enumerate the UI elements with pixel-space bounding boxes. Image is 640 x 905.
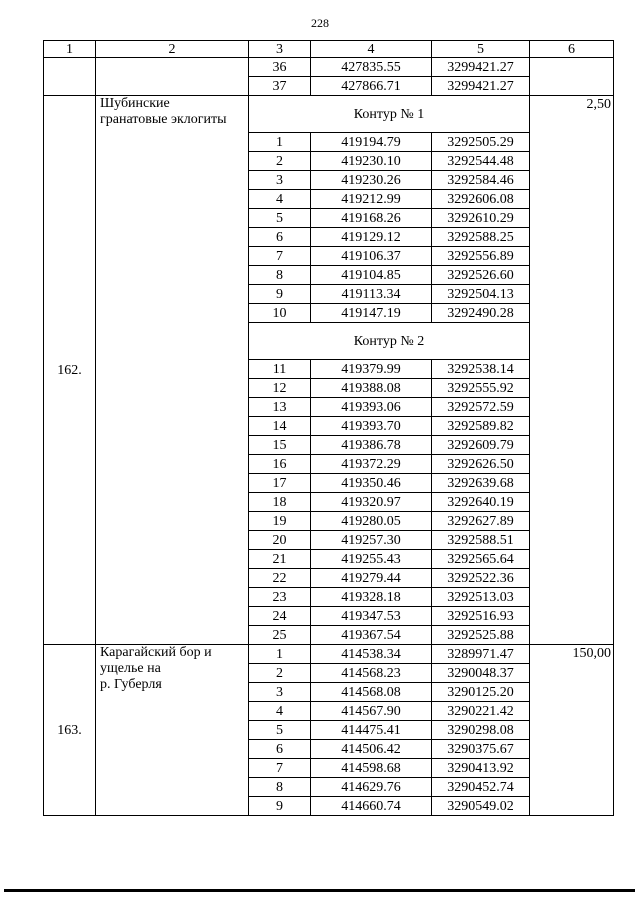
point-number-cell: 17 (249, 474, 311, 493)
point-number-cell: 19 (249, 512, 311, 531)
coord-x-cell: 419393.70 (311, 417, 432, 436)
area-cell (530, 58, 614, 96)
coord-y-cell: 3292606.08 (432, 190, 530, 209)
contour-caption: Контур № 1 (249, 96, 530, 133)
row-number-cell (44, 58, 96, 96)
coord-x-cell: 419194.79 (311, 133, 432, 152)
contour-caption: Контур № 2 (249, 323, 530, 360)
area-cell: 150,00 (530, 645, 614, 816)
coord-x-cell: 419168.26 (311, 209, 432, 228)
coord-y-cell: 3292588.51 (432, 531, 530, 550)
coord-x-cell: 419147.19 (311, 304, 432, 323)
coord-x-cell: 414568.23 (311, 664, 432, 683)
coord-y-cell: 3292589.82 (432, 417, 530, 436)
coord-x-cell: 419386.78 (311, 436, 432, 455)
coord-y-cell: 3292556.89 (432, 247, 530, 266)
coord-x-cell: 419280.05 (311, 512, 432, 531)
point-number-cell: 4 (249, 702, 311, 721)
coord-y-cell: 3290298.08 (432, 721, 530, 740)
coord-x-cell: 427835.55 (311, 58, 432, 77)
object-name-cell (96, 96, 249, 645)
coord-x-cell: 419129.12 (311, 228, 432, 247)
coord-y-cell: 3292584.46 (432, 171, 530, 190)
point-number-cell: 36 (249, 58, 311, 77)
coord-x-cell: 419350.46 (311, 474, 432, 493)
object-name-cell (96, 58, 249, 96)
coord-x-cell: 419388.08 (311, 379, 432, 398)
coord-y-cell: 3292538.14 (432, 360, 530, 379)
coord-y-cell: 3292525.88 (432, 626, 530, 645)
coord-x-cell: 419257.30 (311, 531, 432, 550)
coord-x-cell: 427866.71 (311, 77, 432, 96)
point-number-cell: 15 (249, 436, 311, 455)
coord-x-cell: 414629.76 (311, 778, 432, 797)
table-row (44, 58, 614, 77)
coord-x-cell: 419255.43 (311, 550, 432, 569)
point-number-cell: 5 (249, 209, 311, 228)
coord-y-cell: 3290375.67 (432, 740, 530, 759)
coord-y-cell: 3292505.29 (432, 133, 530, 152)
coord-y-cell: 3292522.36 (432, 569, 530, 588)
coord-y-cell: 3292490.28 (432, 304, 530, 323)
point-number-cell: 2 (249, 664, 311, 683)
coord-x-cell: 419347.53 (311, 607, 432, 626)
coord-y-cell: 3299421.27 (432, 77, 530, 96)
coord-y-cell: 3292626.50 (432, 455, 530, 474)
header-row (44, 41, 614, 58)
point-number-cell: 10 (249, 304, 311, 323)
coord-y-cell: 3292640.19 (432, 493, 530, 512)
coord-x-cell: 414568.08 (311, 683, 432, 702)
object-name-line: ущелье на (100, 661, 161, 676)
coord-x-cell: 419367.54 (311, 626, 432, 645)
coord-y-cell: 3292516.93 (432, 607, 530, 626)
coord-y-cell: 3292572.59 (432, 398, 530, 417)
point-number-cell: 3 (249, 171, 311, 190)
coord-y-cell: 3292639.68 (432, 474, 530, 493)
section-number: 163. (44, 645, 96, 816)
area-cell: 2,50 (530, 96, 614, 645)
coord-y-cell: 3290452.74 (432, 778, 530, 797)
point-number-cell: 11 (249, 360, 311, 379)
point-number-cell: 37 (249, 77, 311, 96)
point-number-cell: 9 (249, 797, 311, 816)
point-number-cell: 7 (249, 759, 311, 778)
coord-y-cell: 3292504.13 (432, 285, 530, 304)
coordinates-table (43, 40, 614, 816)
coord-y-cell: 3292565.64 (432, 550, 530, 569)
coord-y-cell: 3290048.37 (432, 664, 530, 683)
coord-y-cell: 3290549.02 (432, 797, 530, 816)
point-number-cell: 8 (249, 266, 311, 285)
coord-y-cell: 3292555.92 (432, 379, 530, 398)
coord-y-cell: 3299421.27 (432, 58, 530, 77)
coord-x-cell: 419113.34 (311, 285, 432, 304)
coord-y-cell: 3290125.20 (432, 683, 530, 702)
object-name-line: Шубинские (100, 96, 170, 111)
point-number-cell: 8 (249, 778, 311, 797)
coord-y-cell: 3290413.92 (432, 759, 530, 778)
coord-y-cell: 3290221.42 (432, 702, 530, 721)
coord-x-cell: 419372.29 (311, 455, 432, 474)
header-cell: 4 (311, 41, 432, 58)
coord-x-cell: 419106.37 (311, 247, 432, 266)
point-number-cell: 1 (249, 645, 311, 664)
coord-x-cell: 414598.68 (311, 759, 432, 778)
header-cell: 6 (530, 41, 614, 58)
coord-y-cell: 3292513.03 (432, 588, 530, 607)
coord-x-cell: 414567.90 (311, 702, 432, 721)
object-name-line: гранатовые эклогиты (100, 112, 227, 127)
point-number-cell: 22 (249, 569, 311, 588)
coord-x-cell: 419230.26 (311, 171, 432, 190)
point-number-cell: 13 (249, 398, 311, 417)
point-number-cell: 23 (249, 588, 311, 607)
point-number-cell: 6 (249, 740, 311, 759)
contour-caption-row (44, 96, 614, 133)
coord-y-cell: 3292588.25 (432, 228, 530, 247)
point-number-cell: 3 (249, 683, 311, 702)
coord-y-cell: 3292544.48 (432, 152, 530, 171)
point-number-cell: 7 (249, 247, 311, 266)
coord-x-cell: 419104.85 (311, 266, 432, 285)
coord-x-cell: 419328.18 (311, 588, 432, 607)
point-number-cell: 12 (249, 379, 311, 398)
coord-y-cell: 3292609.79 (432, 436, 530, 455)
coord-x-cell: 414506.42 (311, 740, 432, 759)
coord-x-cell: 419212.99 (311, 190, 432, 209)
point-number-cell: 1 (249, 133, 311, 152)
point-number-cell: 18 (249, 493, 311, 512)
coord-y-cell: 3289971.47 (432, 645, 530, 664)
header-cell: 1 (44, 41, 96, 58)
table-row (44, 645, 614, 664)
header-cell: 2 (96, 41, 249, 58)
table-body (44, 41, 614, 816)
coord-x-cell: 414475.41 (311, 721, 432, 740)
coord-y-cell: 3292610.29 (432, 209, 530, 228)
point-number-cell: 24 (249, 607, 311, 626)
point-number-cell: 25 (249, 626, 311, 645)
coord-x-cell: 414660.74 (311, 797, 432, 816)
coord-x-cell: 419320.97 (311, 493, 432, 512)
coord-x-cell: 414538.34 (311, 645, 432, 664)
point-number-cell: 9 (249, 285, 311, 304)
header-cell: 3 (249, 41, 311, 58)
section-number: 162. (44, 96, 96, 645)
point-number-cell: 6 (249, 228, 311, 247)
object-name-line: р. Губерля (100, 677, 162, 692)
point-number-cell: 5 (249, 721, 311, 740)
coord-x-cell: 419279.44 (311, 569, 432, 588)
point-number-cell: 20 (249, 531, 311, 550)
coord-x-cell: 419393.06 (311, 398, 432, 417)
bottom-rule (4, 889, 635, 892)
page-number: 228 (311, 16, 329, 30)
point-number-cell: 16 (249, 455, 311, 474)
point-number-cell: 14 (249, 417, 311, 436)
object-name-cell (96, 645, 249, 816)
header-cell: 5 (432, 41, 530, 58)
point-number-cell: 2 (249, 152, 311, 171)
coord-y-cell: 3292526.60 (432, 266, 530, 285)
coord-x-cell: 419379.99 (311, 360, 432, 379)
point-number-cell: 21 (249, 550, 311, 569)
point-number-cell: 4 (249, 190, 311, 209)
coord-y-cell: 3292627.89 (432, 512, 530, 531)
object-name-line: Карагайский бор и (100, 645, 212, 660)
coord-x-cell: 419230.10 (311, 152, 432, 171)
